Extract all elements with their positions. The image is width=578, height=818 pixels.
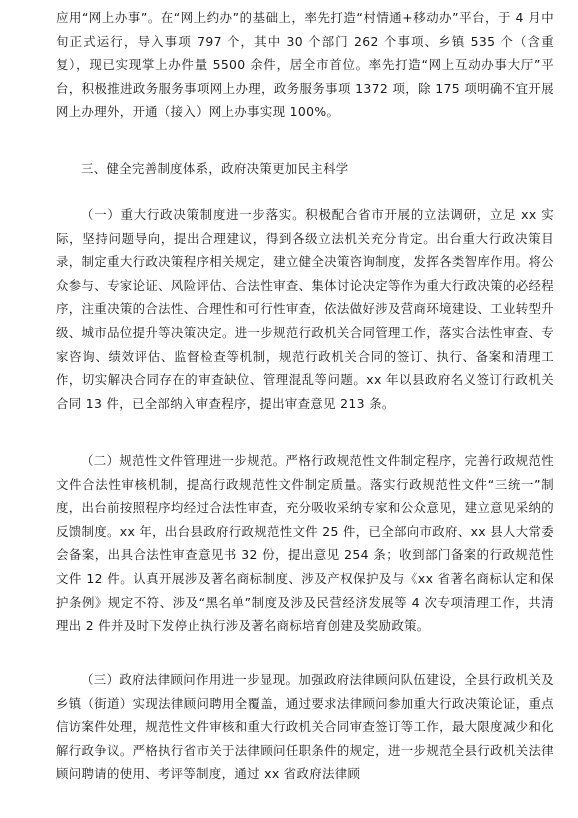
paragraph-normative-documents: （二）规范性文件管理进一步规范。严格行政规范性文件制定程序，完善行政规范性文件合法性审核机制，提高行政规范性文件制定质量。落实行政规范性文件“三统一”制度，出台前按照程序均经过合法性审查，充分吸收采纳专家和公众意见，建立意见采纳的反馈制度。xx 年，出台县政府行政规范性文件 25 件，已全部向市政府、xx 县人大常委会备案，出具合法性审查意见书 32 份，提出意见 254 条；收到部门备案的行政规范性文件 12 件。认真开展涉及著名商标制度、涉及产权保护及与《xx 省著名商标认定和保护条例》规定不符、涉及“黑名单”制度及涉及民营经济发展等 4 次专项清理工作，共清理出 2 件并及时下发停止执行涉及著名商标培育创建及奖励政策。: [56, 453, 554, 634]
paragraph-major-decisions: （一）重大行政决策制度进一步落实。积极配合省市开展的立法调研，立足 xx 实际，坚持问题导向，提出合理建议，得到各级立法机关充分肯定。出台重大行政决策目录，制定重大行政决策程序相关规定，建立健全决策咨询制度，发挥各类智库作用。将公众参与、专家论证、风险评估、合法性审查、集体讨论决定等作为重大行政决策的必经程序，注重决策的合法性、合理性和可行性审查，依法做好涉及营商环境建设、工业转型升级、城市品位提升等决策决定。进一步规范行政机关合同管理工作，落实合法性审查、专家咨询、绩效评估、监督检查等机制，规范行政机关合同的签订、执行、备案和清理工作，切实解决合同存在的审查缺位、管理混乱等问题。xx 年以县政府名义签订行政机关合同 13 件，已全部纳入审查程序，提出审查意见 213 条。: [56, 207, 554, 411]
paragraph-legal-advisors: （三）政府法律顾问作用进一步显现。加强政府法律顾问队伍建设，全县行政机关及乡镇（街道）实现法律顾问聘用全覆盖，通过要求法律顾问参加重大行政决策论证，重点信访案件处理，规范性文件审核和重大行政机关合同审查签订等工作，最大限度减少和化解行政争议。严格执行省市关于法律顾问任职条件的规定，进一步规范全县行政机关法律顾问聘请的使用、考评等制度，通过 xx 省政府法律顾: [56, 672, 554, 782]
section-heading-three: 三、健全完善制度体系，政府决策更加民主科学: [81, 161, 349, 176]
paragraph-online-services: 应用“网上办事”。在“网上约办”的基础上，率先打造“村情通+移动办”平台，于 4 月中旬正式运行，导入事项 797 个，其中 30 个部门 262 个事项、乡镇 535 个（含重复），现已实现掌上办件量 5500 余件，居全市首位。率先打造“网上互动办事大厅”平台，积极推进政务服务事项网上办理，政务服务事项 1372 项，除 175 项明确不宜开展网上办理外，开通（接入）网上办事实现 100%。: [56, 10, 554, 120]
